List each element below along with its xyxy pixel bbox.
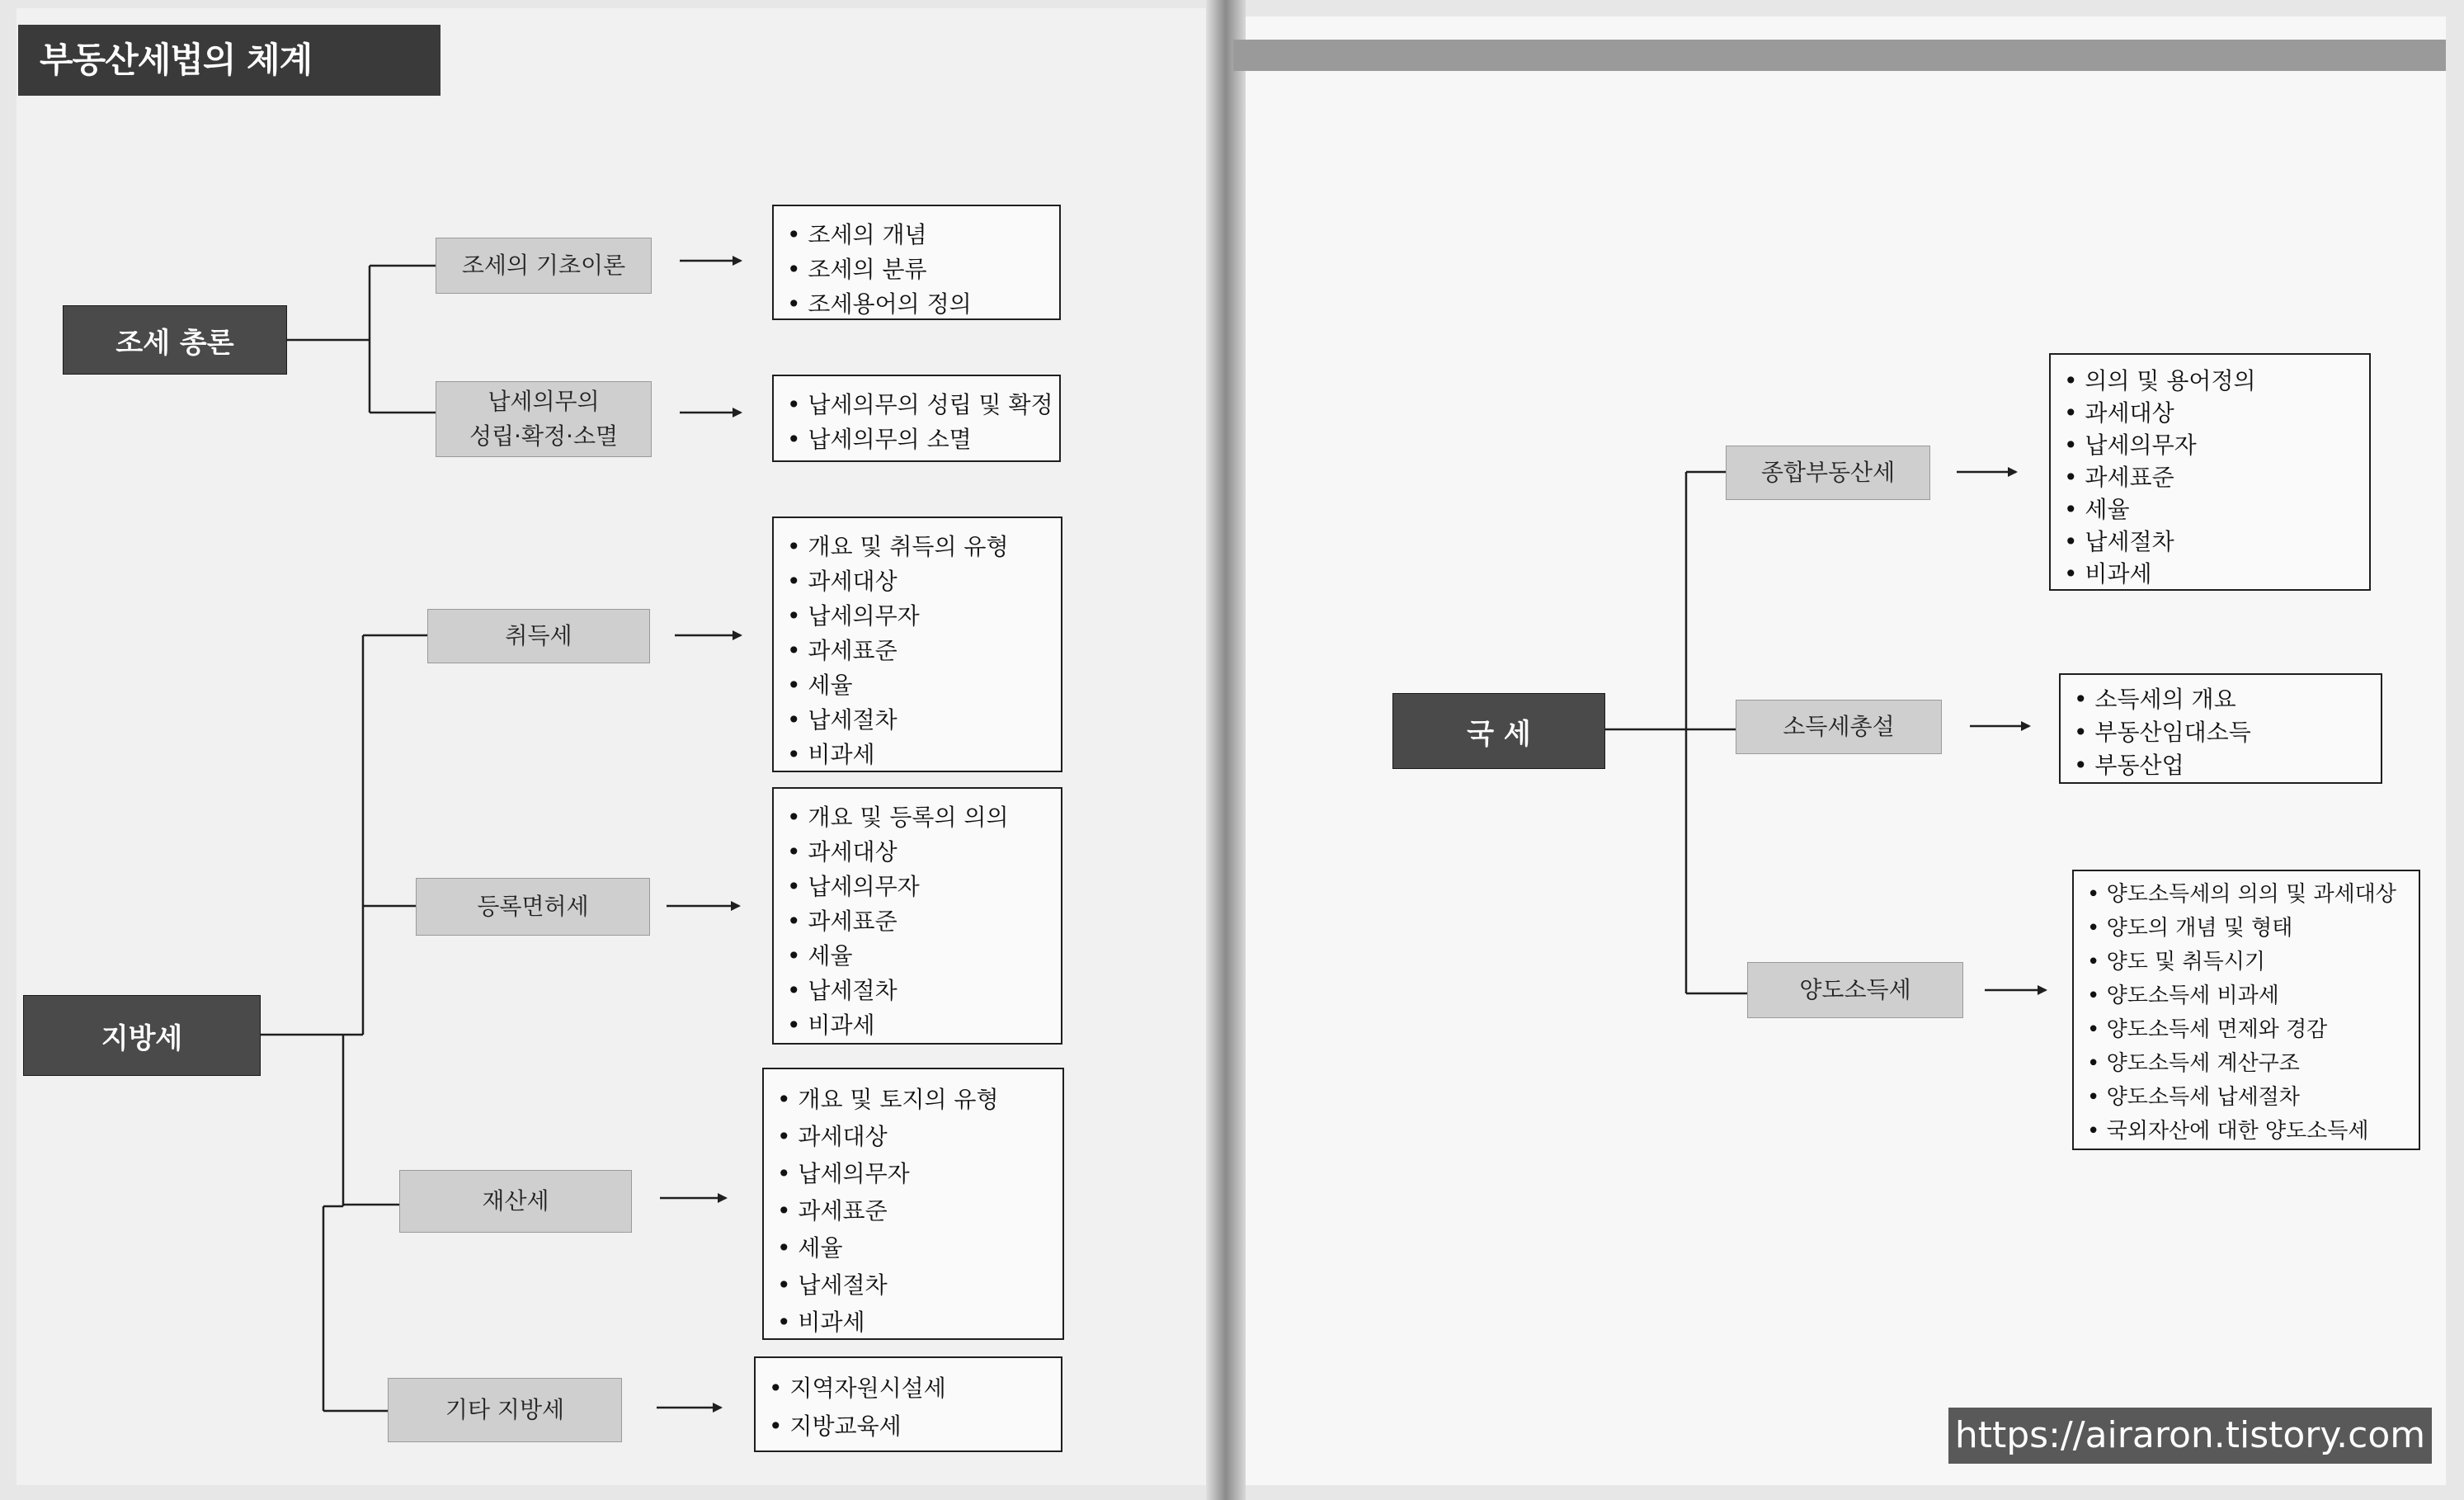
node-income-tax-overview: 소득세총설 (1736, 700, 1942, 754)
list-item: • 지방교육세 (769, 1408, 1053, 1446)
list-item: • 과세표준 (777, 1192, 1054, 1229)
list-item: • 납세의무의 소멸 (787, 422, 1051, 457)
node-local-tax: 지방세 (23, 995, 261, 1076)
watermark-url: https://airaron.tistory.com (1948, 1408, 2432, 1464)
list-item: • 개요 및 취득의 유형 (787, 530, 1053, 564)
list-item: • 의의 및 용어정의 (2064, 365, 2361, 397)
list-item: • 비과세 (787, 1008, 1053, 1043)
list-comprehensive-real-estate-tax (2049, 353, 2371, 591)
node-capital-gains-tax: 양도소득세 (1747, 962, 1963, 1018)
list-item: • 비과세 (2064, 558, 2361, 590)
node-tax-liability: 납세의무의 성립·확정·소멸 (436, 381, 652, 457)
list-item: • 조세의 개념 (787, 218, 1051, 252)
list-item: • 납세절차 (787, 974, 1053, 1008)
list-item: • 양도소득세 계산구조 (2087, 1047, 2410, 1081)
node-tax-general: 조세 총론 (63, 305, 287, 375)
list-item: • 양도 및 취득시기 (2087, 946, 2410, 979)
node-other-local-tax: 기타 지방세 (388, 1378, 622, 1442)
list-item: • 세율 (777, 1229, 1054, 1267)
list-item: • 납세의무자 (787, 870, 1053, 904)
node-property-tax: 재산세 (399, 1170, 632, 1233)
list-item: • 비과세 (787, 738, 1053, 772)
node-acquisition-tax: 취득세 (427, 609, 650, 663)
list-item: • 납세절차 (787, 703, 1053, 738)
list-item: • 납세절차 (2064, 526, 2361, 558)
list-item: • 비과세 (777, 1304, 1054, 1341)
list-item: • 양도의 개념 및 형태 (2087, 912, 2410, 946)
list-item: • 소득세의 개요 (2074, 683, 2372, 716)
list-item: • 납세의무자 (2064, 429, 2361, 461)
list-item: • 과세대상 (2064, 397, 2361, 429)
list-item: • 조세용어의 정의 (787, 287, 1051, 322)
list-capital-gains-tax (2072, 870, 2420, 1150)
list-income-tax-overview (2059, 673, 2382, 784)
list-item: • 양도소득세 비과세 (2087, 979, 2410, 1013)
list-acquisition-tax (772, 517, 1062, 772)
list-item: • 세율 (787, 668, 1053, 703)
list-item: • 국외자산에 대한 양도소득세 (2087, 1115, 2410, 1149)
node-tax-basics: 조세의 기초이론 (436, 238, 652, 294)
list-item: • 과세표준 (787, 634, 1053, 668)
list-item: • 양도소득세 납세절차 (2087, 1081, 2410, 1115)
node-national-tax: 국 세 (1392, 693, 1605, 769)
list-registration-tax (772, 787, 1062, 1045)
list-property-tax (762, 1068, 1064, 1340)
node-comprehensive-real-estate-tax: 종합부동산세 (1726, 446, 1930, 500)
list-item: • 양도소득세의 의의 및 과세대상 (2087, 878, 2410, 912)
list-item: • 세율 (787, 939, 1053, 974)
node-registration-tax: 등록면허세 (416, 878, 650, 936)
list-item: • 지역자원시설세 (769, 1370, 1053, 1408)
list-item: • 과세표준 (2064, 461, 2361, 493)
list-item: • 조세의 분류 (787, 252, 1051, 287)
list-item: • 납세의무자 (777, 1155, 1054, 1192)
page-title: 부동산세법의 체계 (18, 25, 441, 96)
list-item: • 양도소득세 면제와 경감 (2087, 1013, 2410, 1047)
list-item: • 부동산임대소득 (2074, 716, 2372, 749)
list-item: • 과세표준 (787, 904, 1053, 939)
list-item: • 납세의무자 (787, 599, 1053, 634)
list-tax-basics (772, 205, 1061, 320)
list-item: • 납세절차 (777, 1267, 1054, 1304)
list-item: • 개요 및 등록의 의의 (787, 800, 1053, 835)
list-item: • 과세대상 (787, 835, 1053, 870)
list-item: • 납세의무의 성립 및 확정 (787, 388, 1051, 422)
list-item: • 세율 (2064, 493, 2361, 526)
list-item: • 부동산업 (2074, 749, 2372, 782)
list-item: • 개요 및 토지의 유형 (777, 1081, 1054, 1118)
list-other-local-tax (754, 1356, 1062, 1452)
list-tax-liability (772, 375, 1061, 462)
list-item: • 과세대상 (787, 564, 1053, 599)
list-item: • 과세대상 (777, 1118, 1054, 1155)
